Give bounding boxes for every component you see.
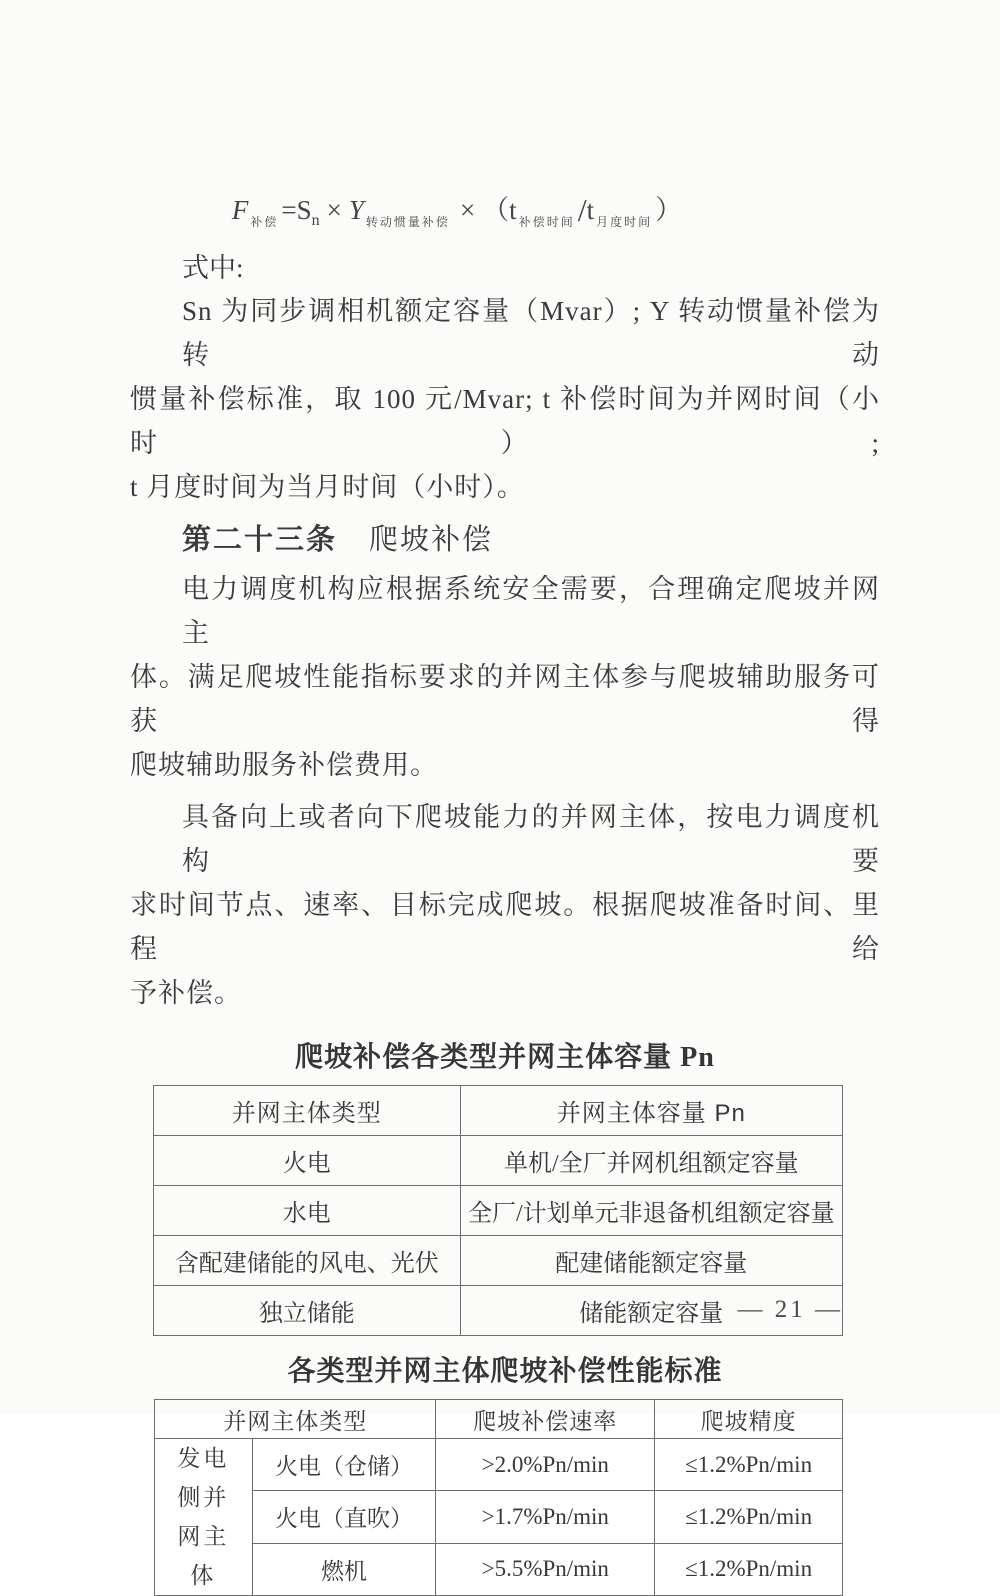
column-header-entity-type: 并网主体类型	[155, 1400, 436, 1439]
paragraph-ramping-definition	[130, 567, 880, 787]
cell-ramp-rate: >1.7%Pn/min	[436, 1491, 655, 1543]
formula-t1: t	[509, 195, 517, 225]
text-line: Sn 为同步调相机额定容量（Mvar）; Y 转动惯量补偿为转动	[182, 296, 880, 370]
cell-ramp-rate: >2.0%Pn/min	[436, 1439, 655, 1491]
compensation-formula	[82, 188, 832, 230]
table-row	[154, 1186, 843, 1236]
cell-entity-type: 含配建储能的风电、光伏	[154, 1236, 461, 1286]
formula-s-subscript: n	[311, 212, 320, 229]
formula-t2: t	[586, 195, 595, 225]
table-row	[154, 1236, 843, 1286]
formula-f: F	[231, 195, 249, 225]
text-line: 体。满足爬坡性能指标要求的并网主体参与爬坡辅助服务可获得	[130, 662, 880, 736]
text-line: 具备向上或者向下爬坡能力的并网主体，按电力调度机构要	[182, 802, 880, 876]
text-line: 爬坡辅助服务补偿费用。	[130, 750, 438, 780]
cell-ramp-accuracy: ≤1.2%Pn/min	[655, 1491, 843, 1543]
cell-ramp-accuracy: ≤1.2%Pn/min	[655, 1543, 843, 1595]
formula-y: Y	[348, 195, 364, 225]
cell-entity-capacity: 配建储能额定容量	[460, 1236, 842, 1286]
paragraph-formula-terms	[130, 289, 880, 509]
formula-f-subscript: 补偿	[250, 215, 279, 229]
cell-entity-type: 燃机	[252, 1543, 436, 1595]
table-row	[155, 1439, 843, 1491]
text-line: 予补偿。	[130, 978, 242, 1008]
capacity-table-title: 爬坡补偿各类型并网主体容量 Pn	[295, 1042, 715, 1073]
article-number: 第二十三条	[182, 524, 338, 556]
formula-t1-subscript: 补偿时间	[518, 215, 575, 229]
formula-divide-slash: /	[577, 192, 587, 228]
table-row	[154, 1136, 843, 1186]
text-line: t 月度时间为当月时间（小时）。	[130, 472, 525, 502]
table-row	[155, 1543, 843, 1595]
cell-row-group-label: 发电侧并网主体	[155, 1439, 253, 1596]
cell-entity-capacity: 单机/全厂并网机组额定容量	[460, 1136, 842, 1186]
formula-t2-subscript: 月度时间	[596, 215, 653, 229]
table-header-row	[154, 1086, 843, 1136]
text-line: 求时间节点、速率、目标完成爬坡。根据爬坡准备时间、里程给	[130, 890, 880, 964]
formula-legend-label: 式中:	[182, 253, 244, 283]
article-23-heading	[130, 517, 880, 563]
formula-y-subscript: 转动惯量补偿	[365, 215, 450, 229]
formula-close-paren: ）	[655, 195, 683, 225]
cell-ramp-accuracy: ≤1.2%Pn/min	[655, 1439, 843, 1491]
formula-equals: =	[281, 195, 297, 225]
article-title: 爬坡补偿	[369, 524, 494, 556]
cell-entity-type: 火电	[154, 1136, 461, 1186]
cell-entity-capacity: 全厂/计划单元非退备机组额定容量	[460, 1186, 842, 1236]
paragraph-ramping-requirements	[130, 795, 880, 1015]
performance-table-title: 各类型并网主体爬坡补偿性能标准	[287, 1356, 723, 1387]
page-number: — 21 —	[737, 1296, 843, 1323]
text-line: 惯量补偿标准，取 100 元/Mvar; t 补偿时间为并网时间（小时）;	[130, 384, 880, 458]
formula-s: S	[296, 195, 312, 225]
cell-entity-type: 火电（仓储）	[252, 1439, 436, 1491]
column-header-entity-type: 并网主体类型	[154, 1086, 461, 1136]
page-content	[130, 0, 880, 1596]
performance-table	[154, 1399, 843, 1596]
text-line: 电力调度机构应根据系统安全需要，合理确定爬坡并网主	[182, 574, 880, 648]
cell-ramp-rate: >5.5%Pn/min	[436, 1543, 655, 1595]
formula-open-paren: （	[482, 195, 510, 225]
table-row	[155, 1491, 843, 1543]
table-header-row	[155, 1400, 843, 1439]
cell-entity-type: 火电（直吹）	[252, 1491, 436, 1543]
cell-entity-capacity: 储能额定容量	[460, 1286, 842, 1336]
column-header-ramp-rate: 爬坡补偿速率	[436, 1400, 655, 1439]
formula-multiply-2: ×	[459, 195, 476, 225]
cell-entity-type: 独立储能	[154, 1286, 461, 1336]
column-header-ramp-accuracy: 爬坡精度	[655, 1400, 843, 1439]
formula-multiply-1: ×	[326, 195, 342, 225]
cell-entity-type: 水电	[154, 1186, 461, 1236]
column-header-entity-capacity: 并网主体容量 Pn	[460, 1086, 842, 1136]
